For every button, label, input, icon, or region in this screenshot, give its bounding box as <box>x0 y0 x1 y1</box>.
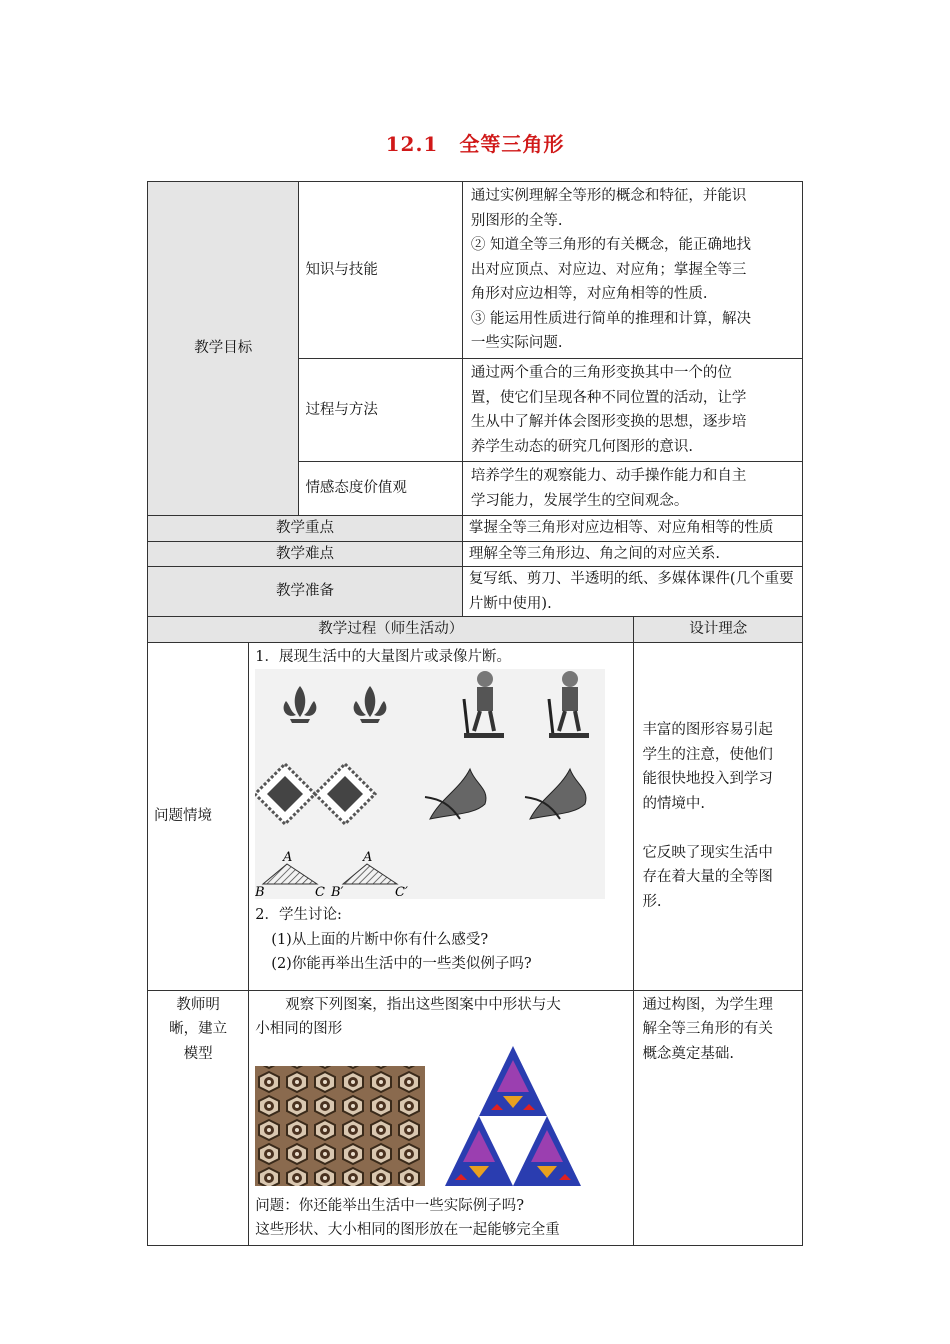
objectives-label: 教学目标 <box>148 182 299 516</box>
sec1-content <box>249 642 634 990</box>
obj-label-1: 过程与方法 <box>299 359 462 462</box>
obj-text-1: 通过两个重合的三角形变换其中一个的位 置，使它们呈现各种不同位置的活动，让学 生从中了解并体会图形变换的思想，逐步培 养学生动态的研究几何图形的意识. <box>462 359 802 462</box>
process-header: 教学过程（师生活动） <box>148 617 634 643</box>
prep-label: 教学准备 <box>148 567 463 617</box>
congruent-shapes-figure <box>255 669 605 899</box>
hexagon-pattern-image <box>255 1066 425 1186</box>
obj-text-0: 通过实例理解全等形的概念和特征，并能识 别图形的全等. ② 知道全等三角形的有关概念，能正确地找 出对应顶点、对应边、对应角；掌握全等三 角形对应边相等，对应角相等的性质. ③ 能运用性质进行简单的推理和计算，解决 一些实际问题. <box>462 182 802 359</box>
obj-label-2: 情感态度价值观 <box>299 462 462 516</box>
sec1-design: 丰富的图形容易引起 学生的注意，使他们 能很快地投入到学习 的情境中. 它反映了现实生活中 存在着大量的全等图 形. <box>634 642 803 990</box>
sec2-content <box>249 990 634 1245</box>
sierpinski-triangle-image <box>445 1046 581 1186</box>
key-label: 教学重点 <box>148 516 463 542</box>
page-title: 12.1 全等三角形 <box>385 132 565 156</box>
tri2-label-c: C′ <box>395 885 409 899</box>
tri2-label-a: A <box>363 850 373 865</box>
sec2-intro-line2: 小相同的图形 <box>255 1021 343 1037</box>
sec1-q1: (1)从上面的片断中你有什么感受? <box>271 931 489 948</box>
lesson-plan-table <box>147 181 803 1246</box>
patterns-figure <box>255 1046 615 1194</box>
sec1-item1: 1．展现生活中的大量图片或录像片断。 <box>255 648 512 665</box>
sec2-intro: 观察下列图案，指出这些图案中中形状与大 <box>285 996 561 1013</box>
sec1-label: 问题情境 <box>148 642 249 990</box>
sec1-q2: (2)你能再举出生活中的一些类似例子吗? <box>271 956 532 972</box>
tri1-label-c: C <box>315 885 326 899</box>
sec2-design: 通过构图，为学生理 解全等三角形的有关 概念奠定基础. <box>634 990 803 1245</box>
design-header: 设计理念 <box>634 617 803 643</box>
difficulty-text: 理解全等三角形边、角之间的对应关系. <box>462 541 802 567</box>
key-text: 掌握全等三角形对应边相等、对应角相等的性质 <box>462 516 802 542</box>
tri1-label-b: B <box>255 885 265 899</box>
tri2-label-b: B′ <box>331 885 344 899</box>
sec1-item2: 2．学生讨论: <box>255 907 342 923</box>
sec2-label: 教师明 晰，建立 模型 <box>148 990 249 1245</box>
tri1-label-a: A <box>283 850 293 865</box>
prep-text: 复写纸、剪刀、半透明的纸、多媒体课件(几个重要片断中使用). <box>462 567 802 617</box>
obj-text-2: 培养学生的观察能力、动手操作能力和自主 学习能力，发展学生的空间观念。 <box>462 462 802 516</box>
sec2-question: 问题：你还能举出生活中一些实际例子吗? <box>255 1197 525 1214</box>
difficulty-label: 教学难点 <box>148 541 463 567</box>
sec2-last-line: 这些形状、大小相同的图形放在一起能够完全重 <box>255 1222 560 1238</box>
obj-label-0: 知识与技能 <box>299 182 462 359</box>
